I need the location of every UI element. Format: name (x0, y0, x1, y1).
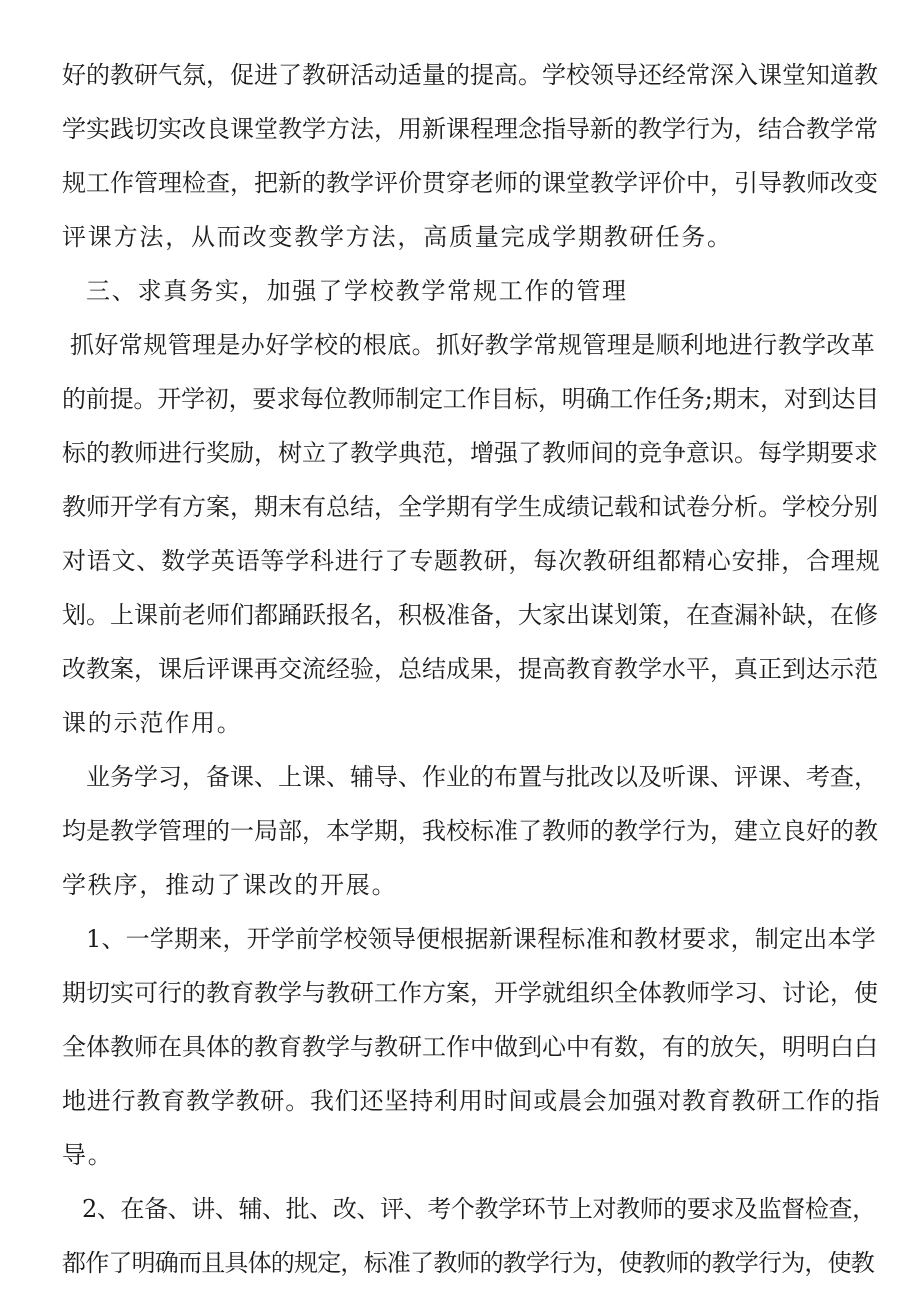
text-line: 划。上课前老师们都踊跃报名，积极准备，大家出谋划策，在查漏补缺，在修 (62, 601, 878, 629)
text-line: 抓好常规管理是办好学校的根底。抓好教学常规管理是顺利地进行教学改革 (70, 331, 876, 359)
text-line: 教师开学有方案，期末有总结，全学期有学生成绩记载和试卷分析。学校分别 (62, 493, 878, 521)
text-line: 期切实可行的教育教学与教研工作方案，开学就组织全体教师学习、讨论，使 (62, 979, 878, 1007)
text-line: 评课方法，从而改变教学方法，高质量完成学期教研任务。 (62, 223, 733, 251)
text-line: 的前提。开学初，要求每位教师制定工作目标，明确工作任务;期末，对到达目 (62, 385, 880, 413)
text-line: 导。 (62, 1141, 114, 1169)
section-heading: 三、求真务实，加强了学校教学常规工作的管理 (86, 277, 628, 305)
text-line: 课的示范作用。 (62, 709, 243, 737)
text-line: 都作了明确而且具体的规定，标准了教师的教学行为，使教师的教学行为，使教 (62, 1249, 874, 1277)
text-line: 改教案，课后评课再交流经验，总结成果，提高教育教学水平，真正到达示范 (62, 655, 878, 683)
text-line: 对语文、数学英语等学科进行了专题教研，每次教研组都精心安排，合理规 (62, 547, 881, 575)
text-line: 2、在备、讲、辅、批、改、评、考个教学环节上对教师的要求及监督检查， (82, 1195, 876, 1223)
text-line: 地进行教育教学教研。我们还坚持利用时间或晨会加强对教育教研工作的指 (62, 1087, 881, 1115)
text-line: 标的教师进行奖励，树立了教学典范，增强了教师间的竞争意识。每学期要求 (62, 439, 878, 467)
text-line: 好的教研气氛，促进了教研活动适量的提高。学校领导还经常深入课堂知道教 (62, 61, 878, 89)
text-line: 业务学习，备课、上课、辅导、作业的布置与批改以及听课、评课、考查， (86, 763, 878, 791)
text-line: 全体教师在具体的教育教学与教研工作中做到心中有数，有的放矢，明明白白 (62, 1033, 878, 1061)
text-line: 学秩序，推动了课改的开展。 (62, 871, 398, 899)
text-line: 规工作管理检查，把新的教学评价贯穿老师的课堂教学评价中，引导教师改变 (62, 169, 878, 197)
text-line: 1、一学期来，开学前学校领导便根据新课程标准和教材要求，制定出本学 (86, 925, 876, 953)
text-line: 均是教学管理的一局部，本学期，我校标准了教师的教学行为，建立良好的教 (62, 817, 878, 845)
text-line: 学实践切实改良课堂教学方法，用新课程理念指导新的教学行为，结合教学常 (62, 115, 878, 143)
